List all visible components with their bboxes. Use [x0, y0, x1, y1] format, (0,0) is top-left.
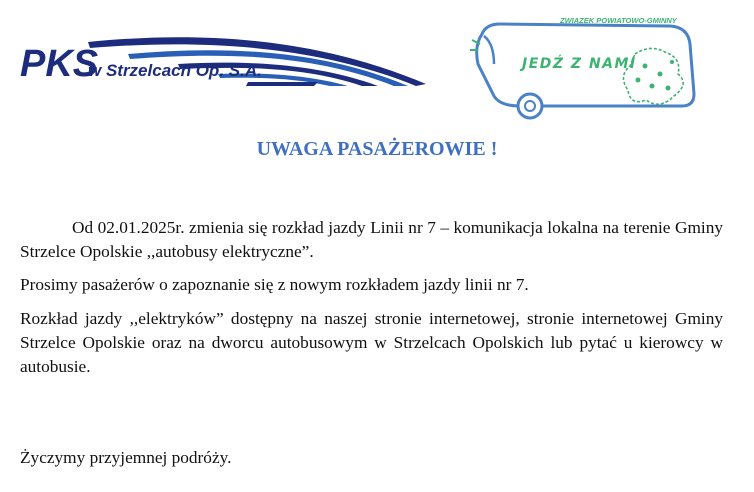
notice-paragraph: Od 02.01.2025r. zmienia się rozkład jazdy Linii nr 7 – komunikacja lokalna na terenie Gminy Strzelce Opolskie ,,autobusy elektryczne”. — [20, 218, 723, 261]
union-bus-logo — [460, 14, 710, 122]
notice-paragraph: Rozkład jazdy ,,elektryków” dostępny na naszej stronie internetowej, stronie internetowej Gminy Strzelce Opolskie oraz na dworcu autobusowym w Strzelcach Opolskich lub pytać u kierowcy w autobusie. — [20, 309, 723, 376]
pks-brand-text: PKS — [20, 43, 99, 85]
pks-logo — [18, 34, 426, 90]
header — [0, 0, 754, 125]
pks-location-text: w Strzelcach Op. S.A. — [88, 61, 262, 80]
union-slogan-text: JEDŹ Z NAMI — [522, 56, 637, 72]
notice-closing: Życzymy przyjemnej podróży. — [20, 448, 232, 467]
union-arc-text: ZWIĄZEK POWIATOWO-GMINNY — [560, 16, 677, 25]
notice-body — [20, 216, 723, 379]
notice-paragraph: Prosimy pasażerów o zapoznanie się z nowym rozkładem jazdy linii nr 7. — [20, 275, 529, 294]
notice-title: UWAGA PASAŻEROWIE ! — [256, 138, 498, 160]
bus-icon — [460, 14, 710, 122]
pks-logo-graphic — [18, 34, 426, 90]
